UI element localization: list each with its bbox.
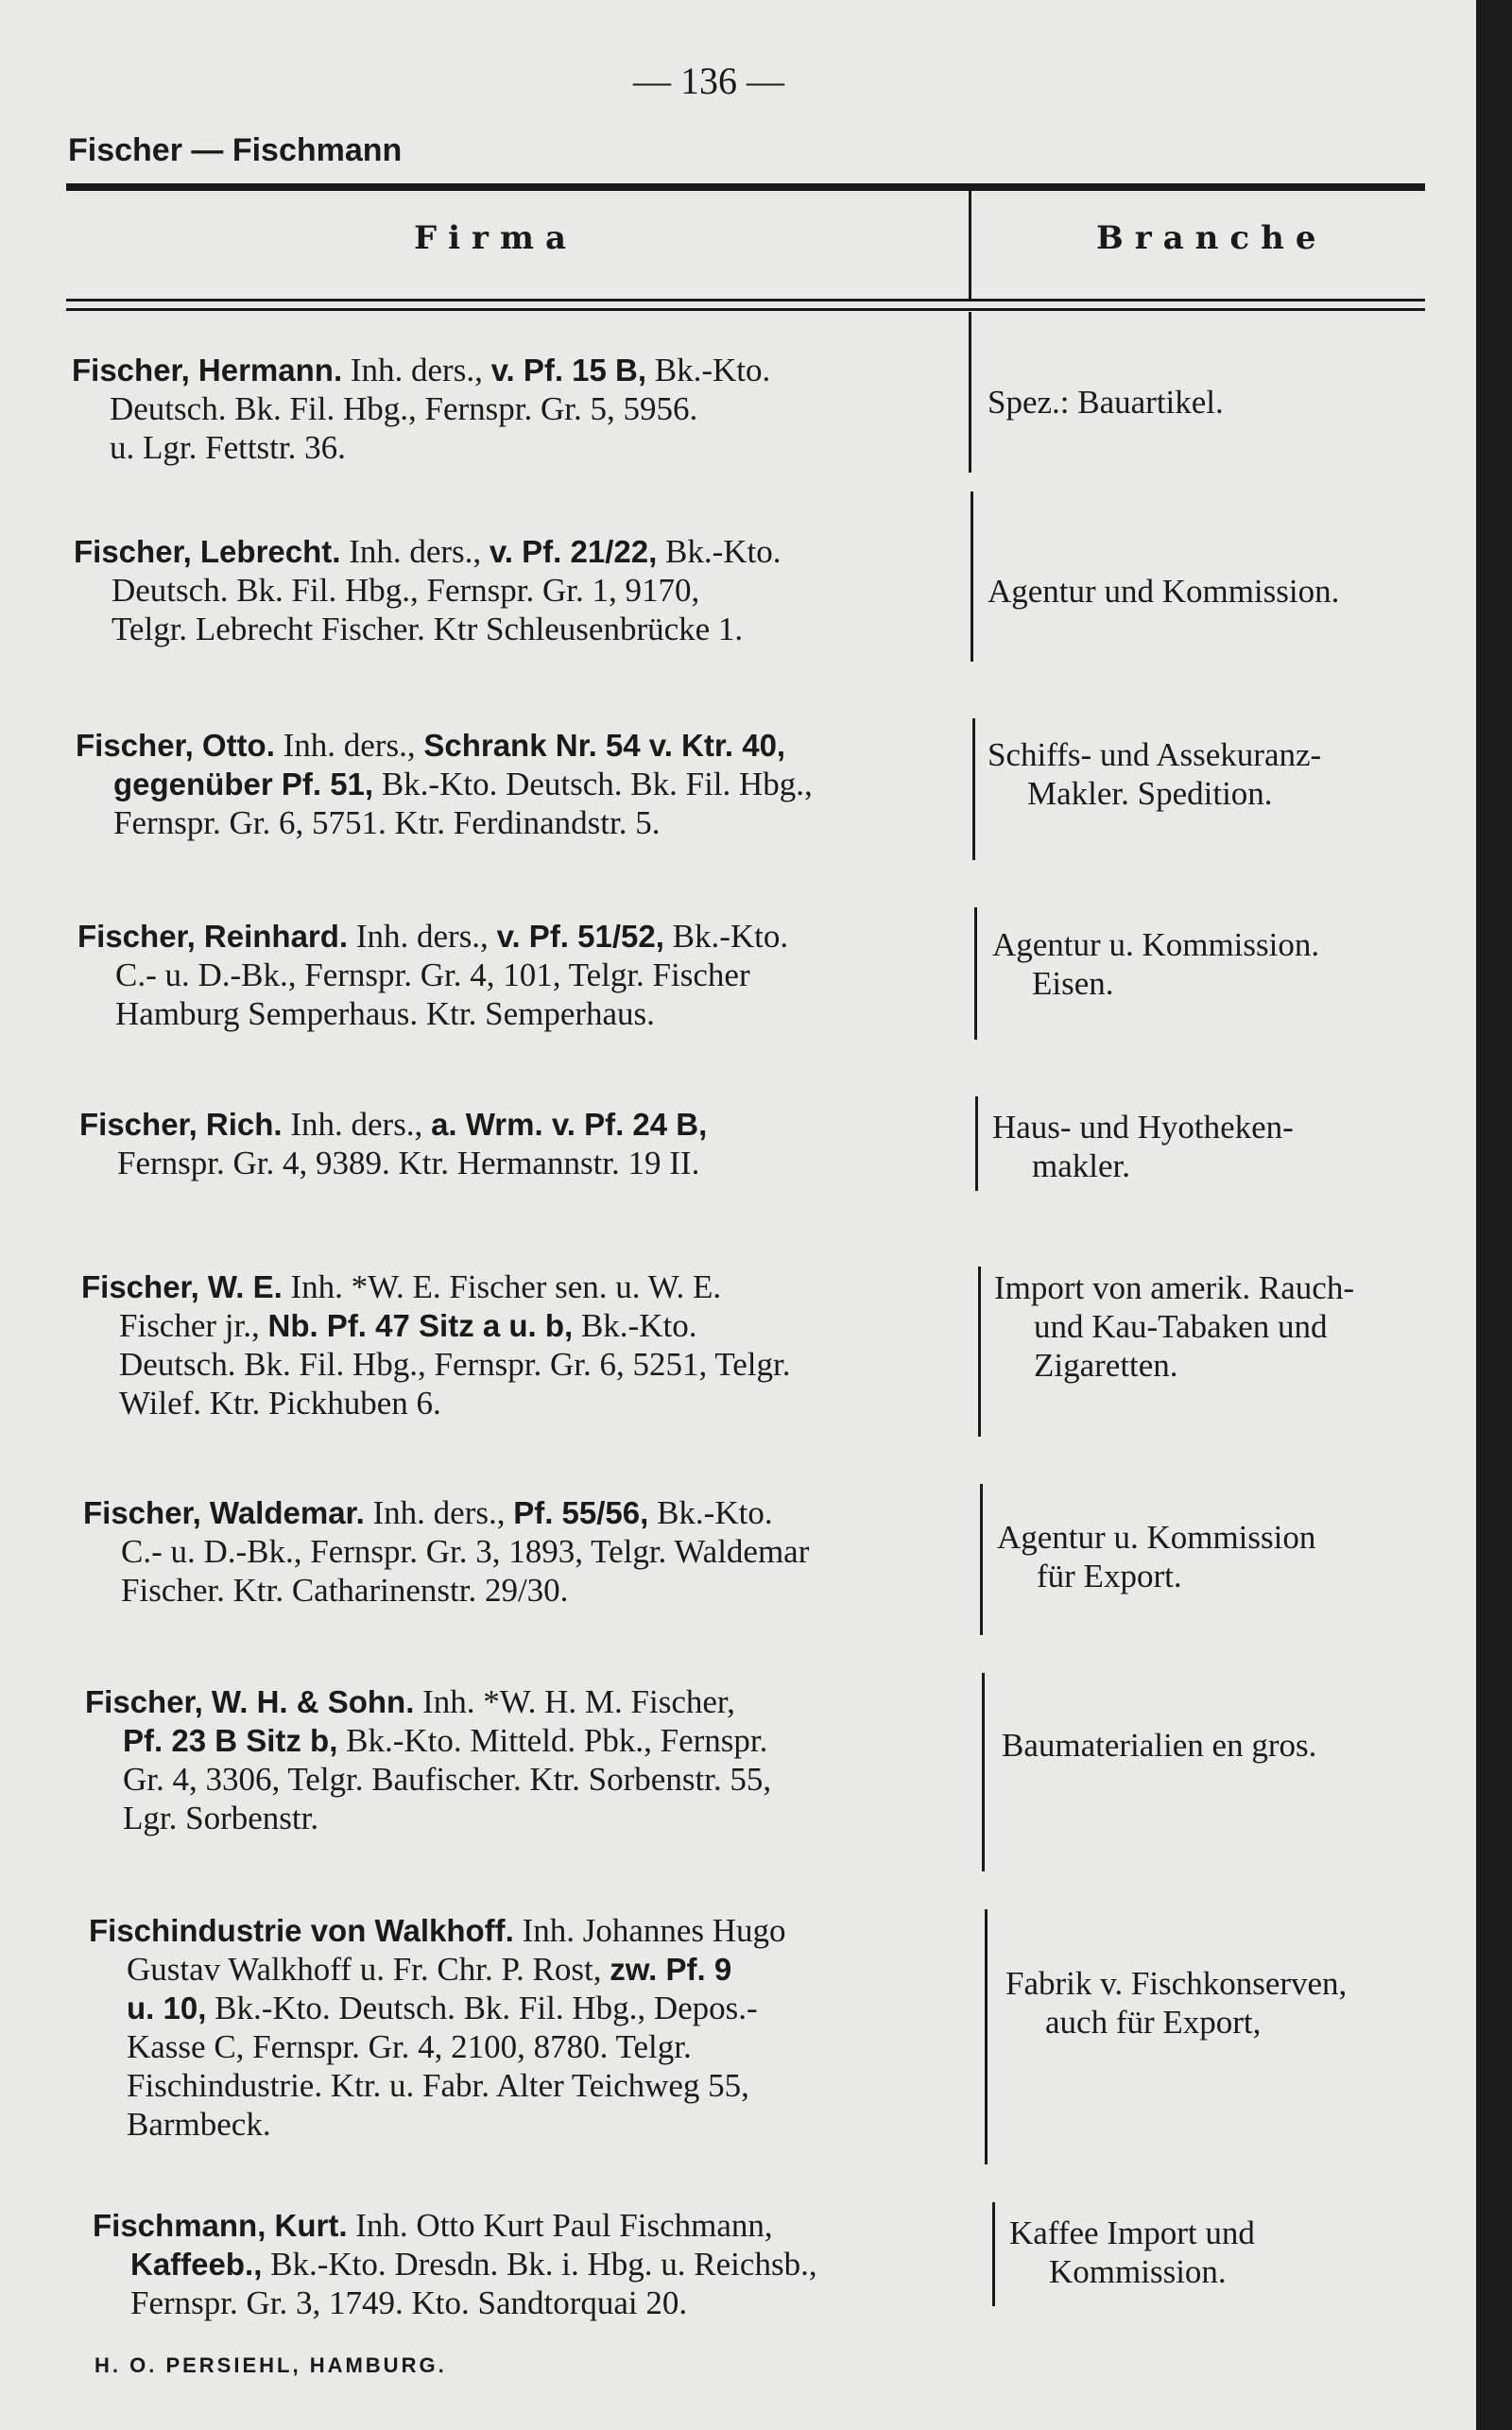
entry-line (77, 956, 985, 994)
company-name: Fischer, Hermann. (72, 353, 343, 388)
directory-entry (89, 1911, 996, 2144)
branche-text (992, 925, 1479, 1003)
directory-entry (79, 1105, 987, 1182)
entry-detail: Deutsch. Bk. Fil. Hbg., Fernspr. Gr. 6, 5251, Telgr. (119, 1346, 791, 1383)
entry-detail: Inh. ders., (283, 727, 424, 764)
entry-detail: Inh. ders., (290, 1106, 432, 1143)
branche-line: und Kau-Tabaken und (1034, 1308, 1328, 1345)
page-edge-shadow (1476, 0, 1512, 2430)
entry-detail: Hamburg Semperhaus. Ktr. Semperhaus. (115, 995, 655, 1032)
directory-entry (81, 1267, 988, 1422)
bold-detail: u. 10, (127, 1991, 207, 2025)
entry-line (79, 1105, 987, 1144)
branche-text (988, 383, 1474, 422)
branche-text (1005, 1964, 1492, 2042)
branche-line: Kommission. (1049, 2253, 1227, 2290)
entry-detail: Bk.-Kto. (646, 352, 771, 388)
directory-entry (93, 2206, 1000, 2322)
entry-detail: Bk.-Kto. (657, 533, 782, 570)
entry-detail: C.- u. D.-Bk., Fernspr. Gr. 4, 101, Telgr. Fischer (115, 956, 750, 993)
entry-detail: Inh. *W. H. M. Fischer, (422, 1683, 735, 1720)
directory-entry (85, 1682, 992, 1837)
entry-line (85, 1760, 992, 1799)
entry-line (89, 2027, 996, 2066)
entry-detail: Bk.-Kto. Deutsch. Bk. Fil. Hbg., (373, 766, 813, 802)
entry-line (85, 1799, 992, 1837)
bold-detail: v. Pf. 51/52, (496, 919, 664, 954)
branche-line: Eisen. (1032, 965, 1114, 1002)
entry-line (89, 1989, 996, 2027)
bold-detail: zw. Pf. 9 (610, 1952, 732, 1987)
directory-entry (72, 351, 979, 467)
branche-line: Zigaretten. (1034, 1347, 1178, 1384)
bold-detail: Pf. 55/56, (513, 1495, 649, 1530)
branche-text (997, 1518, 1484, 1595)
entry-detail: Inh. ders., (350, 352, 491, 388)
entry-line (72, 428, 979, 467)
printer-imprint: H. O. PERSIEHL, HAMBURG. (94, 2353, 447, 2377)
column-header-firma: Firma (414, 219, 577, 257)
bold-detail: v. Pf. 21/22, (489, 534, 658, 569)
entry-detail: Kasse C, Fernspr. Gr. 4, 2100, 8780. Telgr. (127, 2028, 692, 2065)
entry-detail: Inh. ders., (355, 918, 497, 955)
branche-line: Schiffs- und Assekuranz- (988, 736, 1322, 773)
branche-text (1002, 1726, 1488, 1765)
entry-line (81, 1345, 988, 1384)
entry-detail: Bk.-Kto. (648, 1494, 773, 1531)
branche-line: Kaffee Import und (1009, 2215, 1255, 2251)
entry-detail: u. Lgr. Fettstr. 36. (110, 429, 346, 466)
entry-line (74, 610, 981, 648)
branche-line: Baumaterialien en gros. (1002, 1727, 1317, 1764)
entry-line (81, 1384, 988, 1422)
entry-detail: Fernspr. Gr. 6, 5751. Ktr. Ferdinandstr. 5. (113, 804, 661, 841)
entry-line (85, 1682, 992, 1721)
entry-detail: Telgr. Lebrecht Fischer. Ktr Schleusenbrücke 1. (112, 611, 744, 647)
entry-line (89, 2066, 996, 2105)
entry-detail: Lgr. Sorbenstr. (123, 1800, 319, 1836)
entry-detail: Bk.-Kto. Deutsch. Bk. Fil. Hbg., Depos.- (206, 1990, 758, 2026)
entry-line (93, 2206, 1000, 2245)
entry-detail: Inh. Johannes Hugo (522, 1912, 786, 1949)
entry-detail: Deutsch. Bk. Fil. Hbg., Fernspr. Gr. 5, 5956. (110, 390, 698, 427)
entry-detail: C.- u. D.-Bk., Fernspr. Gr. 3, 1893, Telgr. Waldemar (121, 1533, 810, 1570)
header-rule (66, 183, 1425, 191)
entry-line (93, 2245, 1000, 2284)
entry-line (74, 571, 981, 610)
company-name: Fischindustrie von Walkhoff. (89, 1913, 514, 1948)
branche-line: Import von amerik. Rauch- (994, 1269, 1355, 1306)
bold-detail: gegenüber Pf. 51, (113, 767, 374, 801)
entry-detail: Fischindustrie. Ktr. u. Fabr. Alter Teichweg 55, (127, 2067, 749, 2104)
branche-text (992, 1108, 1479, 1185)
entry-detail: Deutsch. Bk. Fil. Hbg., Fernspr. Gr. 1, 9170, (112, 572, 700, 609)
entry-detail: Wilef. Ktr. Pickhuben 6. (119, 1385, 441, 1422)
branche-line: auch für Export, (1045, 2004, 1262, 2041)
entry-detail: Bk.-Kto. (663, 918, 789, 955)
branche-line: Agentur u. Kommission (997, 1519, 1316, 1556)
entry-line (85, 1721, 992, 1760)
branche-line: Haus- und Hyotheken- (992, 1109, 1294, 1146)
entry-detail: Bk.-Kto. Dresdn. Bk. i. Hbg. u. Reichsb., (262, 2246, 817, 2283)
directory-entry (77, 917, 985, 1033)
branche-line: für Export. (1037, 1558, 1182, 1594)
branche-line: Agentur u. Kommission. (992, 926, 1320, 963)
entry-line (89, 1911, 996, 1950)
entry-detail: Fischer jr., (119, 1307, 268, 1344)
branche-line: Spez.: Bauartikel. (988, 384, 1224, 421)
company-name: Fischer, Otto. (76, 728, 275, 763)
company-name: Fischmann, Kurt. (93, 2208, 348, 2243)
entry-detail: Gr. 4, 3306, Telgr. Baufischer. Ktr. Sorbenstr. 55, (123, 1761, 772, 1798)
entry-line (89, 1950, 996, 1989)
entry-line (76, 726, 983, 765)
entry-detail: Fernspr. Gr. 4, 9389. Ktr. Hermannstr. 19 II. (117, 1145, 700, 1181)
entry-detail: Bk.-Kto. (573, 1307, 697, 1344)
header-column-divider (969, 189, 971, 299)
entry-line (77, 917, 985, 956)
company-name: Fischer, Rich. (79, 1107, 283, 1142)
running-head: Fischer — Fischmann (68, 132, 403, 168)
branche-line: Makler. Spedition. (1027, 775, 1273, 812)
entry-line (77, 994, 985, 1033)
branche-line: Agentur und Kommission. (988, 573, 1340, 610)
entry-detail: Inh. *W. E. Fischer sen. u. W. E. (290, 1268, 722, 1305)
entry-line (81, 1306, 988, 1345)
entry-detail: Gustav Walkhoff u. Fr. Chr. P. Rost, (127, 1951, 610, 1988)
company-name: Fischer, Waldemar. (83, 1495, 365, 1530)
branche-line: Fabrik v. Fischkonserven, (1005, 1965, 1348, 2002)
entry-line (83, 1532, 990, 1571)
entry-line (83, 1493, 990, 1532)
table-header-rule (66, 308, 1425, 311)
branche-text (988, 735, 1474, 813)
entry-detail: Bk.-Kto. Mitteld. Pbk., Fernspr. (337, 1722, 768, 1759)
company-name: Fischer, W. H. & Sohn. (85, 1684, 415, 1719)
entry-detail: Inh. ders., (349, 533, 490, 570)
branche-text (994, 1268, 1481, 1385)
entry-line (83, 1571, 990, 1610)
entry-line (81, 1267, 988, 1306)
branche-line: makler. (1032, 1147, 1130, 1184)
company-name: Fischer, W. E. (81, 1269, 283, 1304)
entry-line (89, 2105, 996, 2144)
directory-entry (74, 532, 981, 648)
entry-line (72, 351, 979, 389)
entry-line (93, 2284, 1000, 2322)
page-number: — 136 — (633, 60, 784, 102)
entry-detail: Fernspr. Gr. 3, 1749. Kto. Sandtorquai 20. (130, 2284, 688, 2321)
bold-detail: a. Wrm. v. Pf. 24 B, (431, 1107, 708, 1142)
directory-entry (83, 1493, 990, 1610)
branche-text (988, 572, 1474, 611)
company-name: Fischer, Lebrecht. (74, 534, 341, 569)
entry-line (79, 1144, 987, 1182)
bold-detail: v. Pf. 15 B, (490, 353, 647, 388)
entry-line (72, 389, 979, 428)
bold-detail: Schrank Nr. 54 v. Ktr. 40, (423, 728, 786, 763)
bold-detail: Pf. 23 B Sitz b, (123, 1723, 338, 1758)
column-header-branche: Branche (1096, 219, 1328, 257)
entry-detail: Fischer. Ktr. Catharinenstr. 29/30. (121, 1572, 569, 1609)
entry-line (76, 803, 983, 842)
table-header-rule (66, 299, 1425, 302)
bold-detail: Nb. Pf. 47 Sitz a u. b, (267, 1308, 574, 1343)
entry-line (74, 532, 981, 571)
company-name: Fischer, Reinhard. (77, 919, 349, 954)
entry-detail: Inh. Otto Kurt Paul Fischmann, (355, 2207, 773, 2244)
directory-entry (76, 726, 983, 842)
entry-detail: Inh. ders., (372, 1494, 514, 1531)
entry-line (76, 765, 983, 803)
branche-text (1009, 2214, 1496, 2291)
bold-detail: Kaffeeb., (130, 2247, 263, 2282)
entry-detail: Barmbeck. (127, 2106, 271, 2143)
